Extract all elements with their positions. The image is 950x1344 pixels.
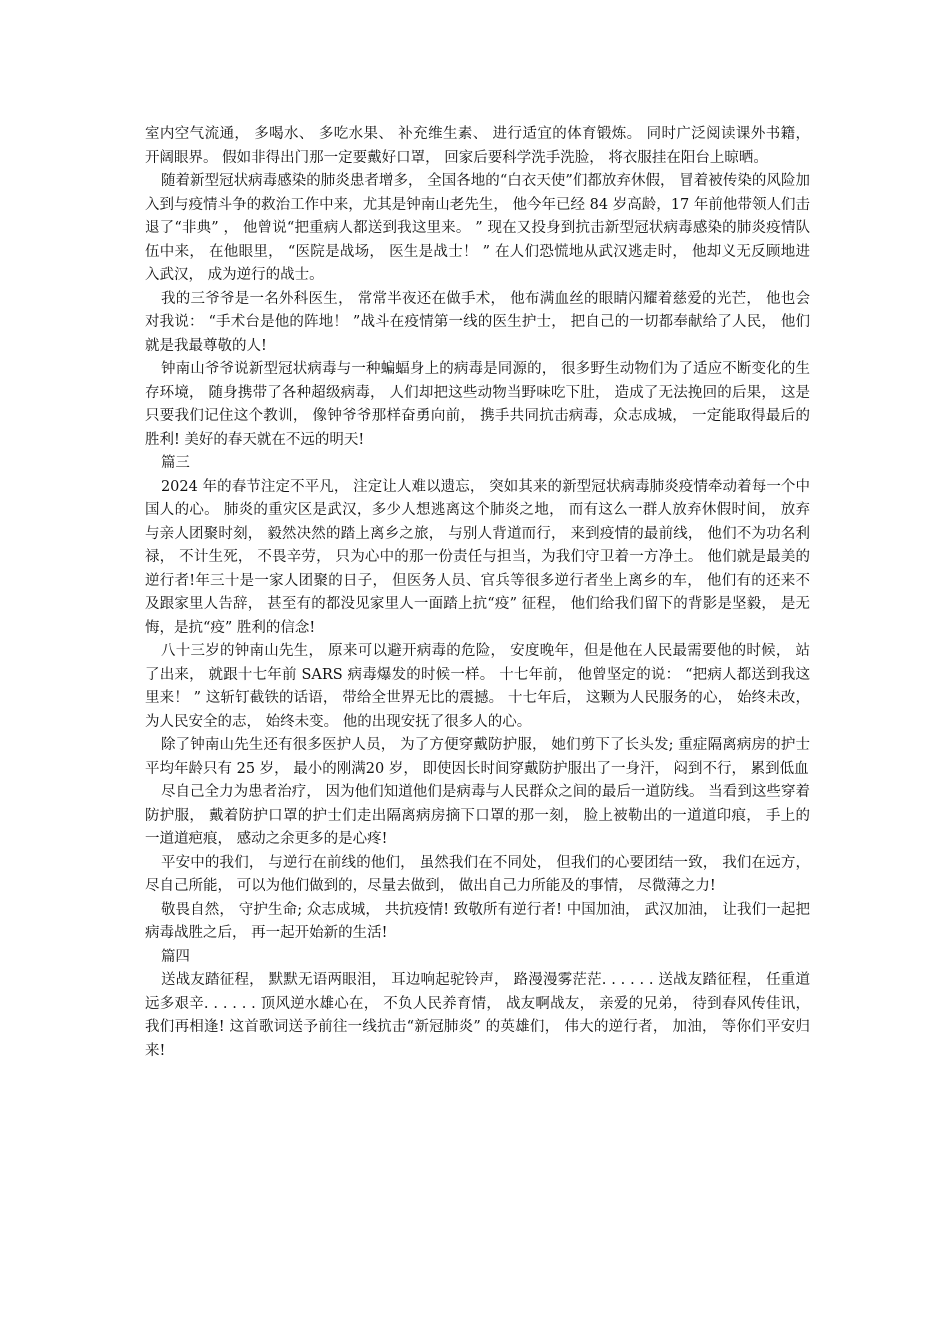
paragraph: 敬畏自然， 守护生命; 众志成城， 共抗疫情! 致敬所有逆行者! 中国加油， 武汉加油， 让我们一起把病毒战胜之后， 再一起开始新的生活! [145,901,810,941]
paragraph: 钟南山爷爷说新型冠状病毒与一种蝙蝠身上的病毒是同源的， 很多野生动物们为了适应不断变化的生存环境， 随身携带了各种超级病毒， 人们却把这些动物当野味吃下肚， 造成了无法挽回的后果， 这是只要我们记住这个教训， 像钟爷爷那样奋勇向前， 携手共同抗击病毒，众志成城， 一定能取得最后的胜利! 美好的春天就在不远的明天! [145,361,810,448]
paragraph: 2024 年的春节注定不平凡， 注定让人难以遗忘， 突如其来的新型冠状病毒肺炎疫情牵动着每一个中国人的心。 肺炎的重灾区是武汉，多少人想逃离这个肺炎之地， 而有这么一群人放弃休假时间， 放弃与亲人团聚时刻， 毅然决然的踏上离乡之旅， 与别人背道而行， 来到疫情的最前线， 他们不为功名利禄， 不计生死， 不畏辛劳， 只为心中的那一份责任与担当，为我们守卫着一方净土。 他们就是最美的逆行者!年三十是一家人团聚的日子， 但医务人员、官兵等很多逆行者坐上离乡的车， 他们有的还来不及跟家里人告辞， 甚至有的都没见家里人一面踏上抗“疫” 征程， 他们给我们留下的背影是坚毅， 是无悔，是抗“疫” 胜利的信念! [145,478,810,636]
paragraph: 平安中的我们， 与逆行在前线的他们， 虽然我们在不同处， 但我们的心要团结一致， 我们在远方， 尽自己所能， 可以为他们做到的，尽量去做到， 做出自己力所能及的事情， 尽微薄之力! [145,854,810,894]
paragraph: 尽自己全力为患者治疗， 因为他们知道他们是病毒与人民群众之间的最后一道防线。 当看到这些穿着防护服， 戴着防护口罩的护士们走出隔离病房摘下口罩的那一刻， 脸上被勒出的一道道印痕， 手上的一道道疤痕， 感动之余更多的是心疼! [145,784,810,847]
paragraph: 八十三岁的钟南山先生， 原来可以避开病毒的危险， 安度晚年，但是他在人民最需要他的时候， 站了出来， 就跟十七年前 SARS 病毒爆发的时候一样。 十七年前， 他曾坚定的说： “把病人都送到我这里来！ ” 这斩钉截铁的话语， 带给全世界无比的震撼。 十七年后， 这颗为人民服务的心， 始终未改， 为人民安全的志， 始终未变。 他的出现安抚了很多人的心。 [145,643,810,730]
section-heading-3: 篇三 [160,455,190,471]
article-body [145,123,810,1063]
paragraph: 随着新型冠状病毒感染的肺炎患者增多， 全国各地的“白衣天使”们都放弃休假， 冒着被传染的风险加入到与疫情斗争的救治工作中来，尤其是钟南山老先生， 他今年已经 84 岁高龄，17 年前他带领人们击退了“非典” ， 他曾说“把重病人都送到我这里来。 ” 现在又投身到抗击新型冠状病毒感染的肺炎疫情队伍中来， 在他眼里， “医院是战场， 医生是战士！ ” 在人们恐慌地从武汉逃走时， 他却义无反顾地进入武汉， 成为逆行的战士。 [145,173,810,283]
paragraph: 送战友踏征程， 默默无语两眼泪， 耳边响起驼铃声， 路漫漫雾茫茫. . . . . . 送战友踏征程， 任重道远多艰辛. . . . . . 顶风逆水雄心在， 不负人民养育情， 战友啊战友， 亲爱的兄弟， 待到春风传佳讯， 我们再相逢! 这首歌词送予前往一线抗击“新冠肺炎” 的英雄们， 伟大的逆行者， 加油， 等你们平安归来! [145,972,810,1059]
section-heading-4: 篇四 [160,948,190,965]
paragraph: 我的三爷爷是一名外科医生， 常常半夜还在做手术， 他布满血丝的眼睛闪耀着慈爱的光芒， 他也会对我说： “手术台是他的阵地！ ”战斗在疫情第一线的医生护士， 把自己的一切都奉献给了人民， 他们就是我最尊敬的人! [145,290,810,354]
paragraph: 除了钟南山先生还有很多医护人员， 为了方便穿戴防护服， 她们剪下了长头发; 重症隔离病房的护士平均年龄只有 25 岁， 最小的刚满20 岁， 即使因长时间穿戴防护服出了一身汗， 闷到不行， 累到低血 [145,737,810,777]
paragraph: 室内空气流通， 多喝水、 多吃水果、 补充维生素、 进行适宜的体育锻炼。 同时广泛阅读课外书籍， 开阔眼界。 假如非得出门那一定要戴好口罩， 回家后要科学洗手洗脸， 将衣服挂在阳台上晾晒。 [145,126,810,166]
